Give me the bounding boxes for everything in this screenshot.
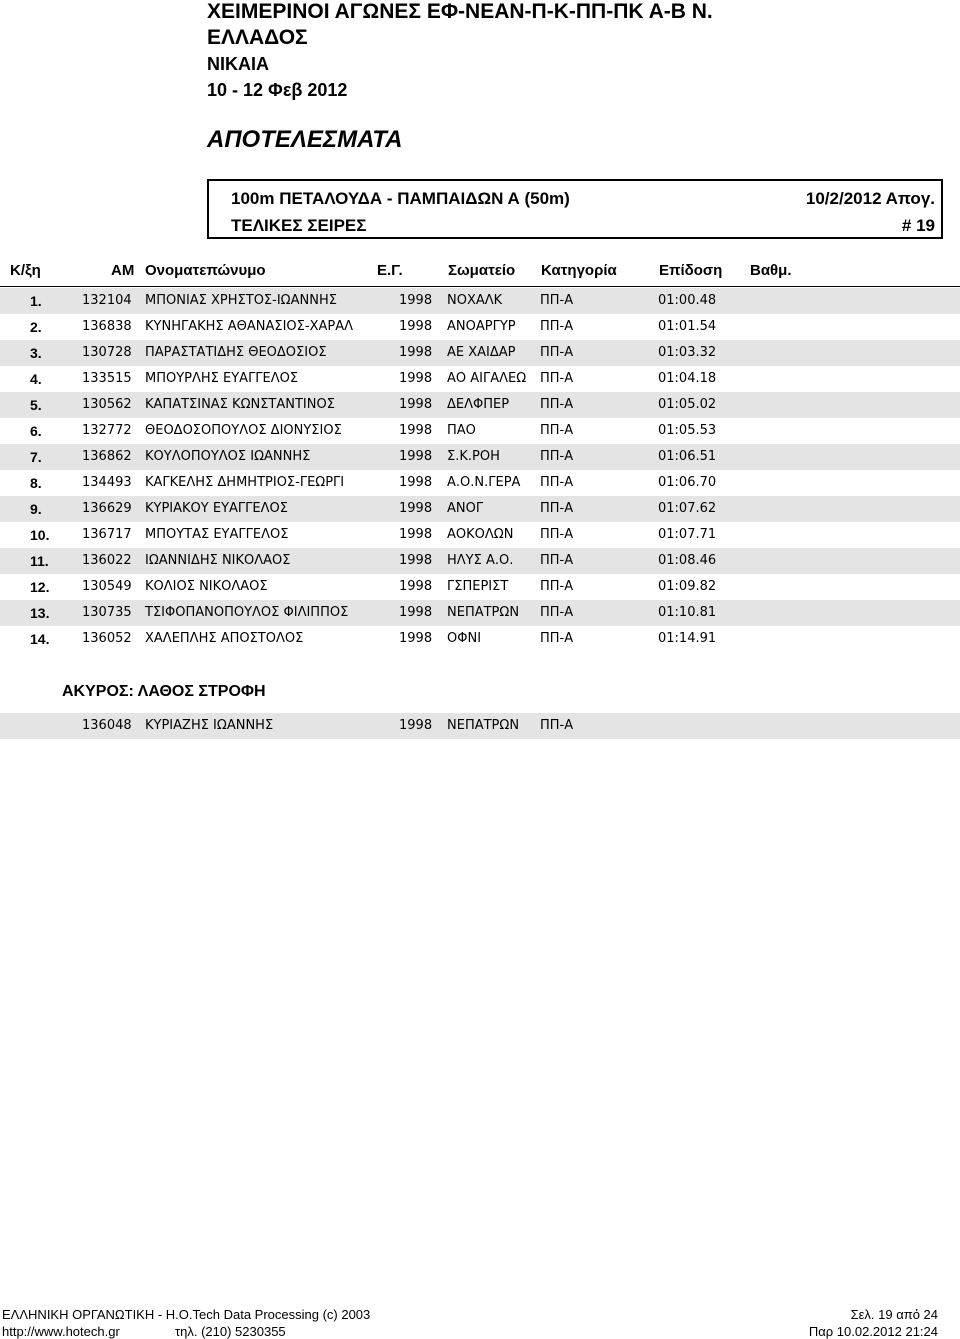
table-row: [0, 574, 960, 600]
cell-category: ΠΠ-Α: [540, 345, 574, 360]
cell-club: ΝΟΧΑΛΚ: [447, 293, 503, 308]
col-points: Βαθμ.: [750, 262, 792, 279]
cell-category: ΠΠ-Α: [540, 449, 574, 464]
cell-time: 01:04.18: [658, 371, 717, 386]
cell-name: ΧΑΛΕΠΛΗΣ ΑΠΟΣΤΟΛΟΣ: [145, 631, 304, 646]
cell-category: ΠΠ-Α: [540, 475, 574, 490]
cell-am: 130562: [82, 397, 132, 412]
cell-name: ΚΥΡΙΑΖΗΣ ΙΩΑΝΝΗΣ: [145, 718, 274, 733]
table-row: [0, 340, 960, 366]
cell-category: ΠΠ-Α: [540, 371, 574, 386]
cell-year: 1998: [399, 345, 433, 360]
cell-name: ΚΥΝΗΓΑΚΗΣ ΑΘΑΝΑΣΙΟΣ-ΧΑΡΑΛ: [145, 319, 353, 334]
cell-name: ΤΣΙΦΟΠΑΝΟΠΟΥΛΟΣ ΦΙΛΙΠΠΟΣ: [145, 605, 349, 620]
col-name: Ονοματεπώνυμο: [145, 262, 266, 279]
cell-rank: 12.: [30, 579, 50, 595]
cell-year: 1998: [399, 423, 433, 438]
cell-am: 136052: [82, 631, 132, 646]
cell-rank: 1.: [30, 293, 42, 309]
cell-am: 136022: [82, 553, 132, 568]
cell-am: 130735: [82, 605, 132, 620]
cell-year: 1998: [399, 553, 433, 568]
cell-category: ΠΠ-Α: [540, 718, 574, 733]
cell-rank: 6.: [30, 423, 42, 439]
disqualified-title: ΑΚΥΡΟΣ: ΛΑΘΟΣ ΣΤΡΟΦΗ: [62, 683, 266, 700]
cell-name: ΜΠΟΥΡΛΗΣ ΕΥΑΓΓΕΛΟΣ: [145, 371, 299, 386]
cell-category: ΠΠ-Α: [540, 631, 574, 646]
meet-title-line2: ΕΛΛΑΔΟΣ: [207, 26, 308, 49]
cell-category: ΠΠ-Α: [540, 293, 574, 308]
cell-club: ΑΝΟΑΡΓΥΡ: [447, 319, 516, 334]
event-number: # 19: [901, 216, 935, 235]
cell-club: ΓΣΠΕΡΙΣΤ: [447, 579, 509, 594]
cell-rank: 11.: [30, 553, 49, 569]
meet-title: ΧΕΙΜΕΡΙΝΟΙ ΑΓΩΝΕΣ ΕΦ-ΝΕΑΝ-Π-Κ-ΠΠ-ΠΚ Α-Β Ν.: [207, 0, 713, 23]
table-row: [0, 366, 960, 392]
cell-name: ΚΟΛΙΟΣ ΝΙΚΟΛΑΟΣ: [145, 579, 268, 594]
table-row: [0, 600, 960, 626]
cell-am: 136717: [82, 527, 132, 542]
col-am: ΑΜ: [111, 262, 135, 279]
col-rank: Κ/ξη: [10, 262, 41, 279]
cell-name: ΠΑΡΑΣΤΑΤΙΔΗΣ ΘΕΟΔΟΣΙΟΣ: [145, 345, 327, 360]
cell-club: ΝΕΠΑΤΡΩΝ: [447, 718, 520, 733]
cell-rank: 14.: [30, 631, 50, 647]
cell-rank: 8.: [30, 475, 42, 491]
event-box: [207, 179, 943, 239]
cell-time: 01:14.91: [658, 631, 717, 646]
cell-rank: 10.: [30, 527, 50, 543]
disqualified-row: [0, 713, 960, 739]
table-row: [0, 522, 960, 548]
col-club: Σωματείο: [448, 262, 516, 279]
cell-year: 1998: [399, 371, 433, 386]
cell-time: 01:06.51: [658, 449, 717, 464]
cell-year: 1998: [399, 631, 433, 646]
cell-rank: 7.: [30, 449, 42, 465]
cell-club: Α.Ο.Ν.ΓΕΡΑ: [447, 475, 521, 490]
cell-club: ΔΕΛΦΠΕΡ: [447, 397, 510, 412]
cell-club: ΝΕΠΑΤΡΩΝ: [447, 605, 520, 620]
footer-printed: Παρ 10.02.2012 21:24: [808, 1324, 938, 1339]
cell-am: 136862: [82, 449, 132, 464]
cell-year: 1998: [399, 293, 433, 308]
cell-name: ΘΕΟΔΟΣΟΠΟΥΛΟΣ ΔΙΟΝΥΣΙΟΣ: [145, 423, 342, 438]
cell-year: 1998: [399, 527, 433, 542]
cell-time: 01:10.81: [658, 605, 717, 620]
cell-time: 01:01.54: [658, 319, 717, 334]
cell-am: 132772: [82, 423, 132, 438]
cell-year: 1998: [399, 397, 433, 412]
cell-rank: 13.: [30, 605, 50, 621]
cell-club: ΑΕ ΧΑΙΔΑΡ: [447, 345, 516, 360]
cell-category: ΠΠ-Α: [540, 553, 574, 568]
cell-am: 134493: [82, 475, 132, 490]
cell-time: 01:07.71: [658, 527, 717, 542]
cell-club: Σ.Κ.ΡΟΗ: [447, 449, 500, 464]
venue: ΝΙΚΑΙΑ: [207, 54, 269, 74]
table-row: [0, 548, 960, 574]
cell-rank: 5.: [30, 397, 42, 413]
cell-name: ΚΑΓΚΕΛΗΣ ΔΗΜΗΤΡΙΟΣ-ΓΕΩΡΓΙ: [145, 475, 345, 490]
cell-rank: 9.: [30, 501, 42, 517]
table-row: [0, 626, 960, 652]
cell-time: 01:09.82: [658, 579, 717, 594]
cell-am: 136629: [82, 501, 132, 516]
footer-website[interactable]: http://www.hotech.gr: [2, 1324, 120, 1339]
column-headers: [0, 262, 960, 284]
cell-name: ΚΟΥΛΟΠΟΥΛΟΣ ΙΩΑΝΝΗΣ: [145, 449, 311, 464]
footer-page: Σελ. 19 από 24: [850, 1307, 938, 1322]
cell-year: 1998: [399, 319, 433, 334]
cell-name: ΜΠΟΝΙΑΣ ΧΡΗΣΤΟΣ-ΙΩΑΝΝΗΣ: [145, 293, 337, 308]
event-name: 100m ΠΕΤΑΛΟΥΔΑ - ΠΑΜΠΑΙΔΩΝ Α (50m): [231, 189, 570, 208]
table-row: [0, 470, 960, 496]
cell-am: 133515: [82, 371, 132, 386]
cell-time: 01:03.32: [658, 345, 717, 360]
cell-am: 136838: [82, 319, 132, 334]
cell-club: ΑΝΟΓ: [447, 501, 484, 516]
cell-name: ΙΩΑΝΝΙΔΗΣ ΝΙΚΟΛΑΟΣ: [145, 553, 291, 568]
cell-year: 1998: [399, 718, 433, 733]
cell-club: ΑΟ ΑΙΓΑΛΕΩ: [447, 371, 527, 386]
cell-club: ΟΦΝΙ: [447, 631, 482, 646]
header-divider: [0, 286, 960, 287]
cell-category: ΠΠ-Α: [540, 423, 574, 438]
cell-year: 1998: [399, 449, 433, 464]
cell-time: 01:00.48: [658, 293, 717, 308]
cell-category: ΠΠ-Α: [540, 501, 574, 516]
table-row: [0, 496, 960, 522]
cell-time: 01:05.53: [658, 423, 717, 438]
table-row: [0, 392, 960, 418]
cell-club: ΑΟΚΟΛΩΝ: [447, 527, 514, 542]
cell-category: ΠΠ-Α: [540, 397, 574, 412]
cell-time: 01:06.70: [658, 475, 717, 490]
cell-year: 1998: [399, 605, 433, 620]
footer-phone: τηλ. (210) 5230355: [175, 1324, 286, 1339]
cell-name: ΜΠΟΥΤΑΣ ΕΥΑΓΓΕΛΟΣ: [145, 527, 289, 542]
footer-org: ΕΛΛΗΝΙΚΗ ΟΡΓΑΝΩΤΙΚΗ - Η.Ο.Tech Data Processing (c) 2003: [2, 1307, 371, 1322]
cell-name: ΚΥΡΙΑΚΟΥ ΕΥΑΓΓΕΛΟΣ: [145, 501, 288, 516]
cell-rank: 4.: [30, 371, 42, 387]
cell-category: ΠΠ-Α: [540, 579, 574, 594]
cell-time: 01:08.46: [658, 553, 717, 568]
col-time: Επίδοση: [659, 262, 723, 279]
cell-rank: 2.: [30, 319, 42, 335]
meet-dates: 10 - 12 Φεβ 2012: [207, 80, 348, 100]
cell-am: 130728: [82, 345, 132, 360]
event-date: 10/2/2012 Απογ.: [805, 189, 935, 208]
table-row: [0, 444, 960, 470]
cell-year: 1998: [399, 579, 433, 594]
cell-category: ΠΠ-Α: [540, 527, 574, 542]
cell-am: 132104: [82, 293, 132, 308]
cell-time: 01:05.02: [658, 397, 717, 412]
cell-year: 1998: [399, 475, 433, 490]
results-title: ΑΠΟΤΕΛΕΣΜΑΤΑ: [207, 126, 403, 153]
table-row: [0, 288, 960, 314]
cell-year: 1998: [399, 501, 433, 516]
cell-category: ΠΠ-Α: [540, 319, 574, 334]
cell-am: 130549: [82, 579, 132, 594]
cell-club: ΠΑΟ: [447, 423, 476, 438]
event-round: ΤΕΛΙΚΕΣ ΣΕΙΡΕΣ: [231, 216, 367, 235]
table-row: [0, 314, 960, 340]
col-year: Ε.Γ.: [377, 262, 403, 279]
table-row: [0, 418, 960, 444]
cell-rank: 3.: [30, 345, 42, 361]
cell-am: 136048: [82, 718, 132, 733]
cell-time: 01:07.62: [658, 501, 717, 516]
cell-club: ΗΛΥΣ Α.Ο.: [447, 553, 514, 568]
cell-name: ΚΑΠΑΤΣΙΝΑΣ ΚΩΝΣΤΑΝΤΙΝΟΣ: [145, 397, 335, 412]
cell-category: ΠΠ-Α: [540, 605, 574, 620]
col-category: Κατηγορία: [541, 262, 617, 279]
